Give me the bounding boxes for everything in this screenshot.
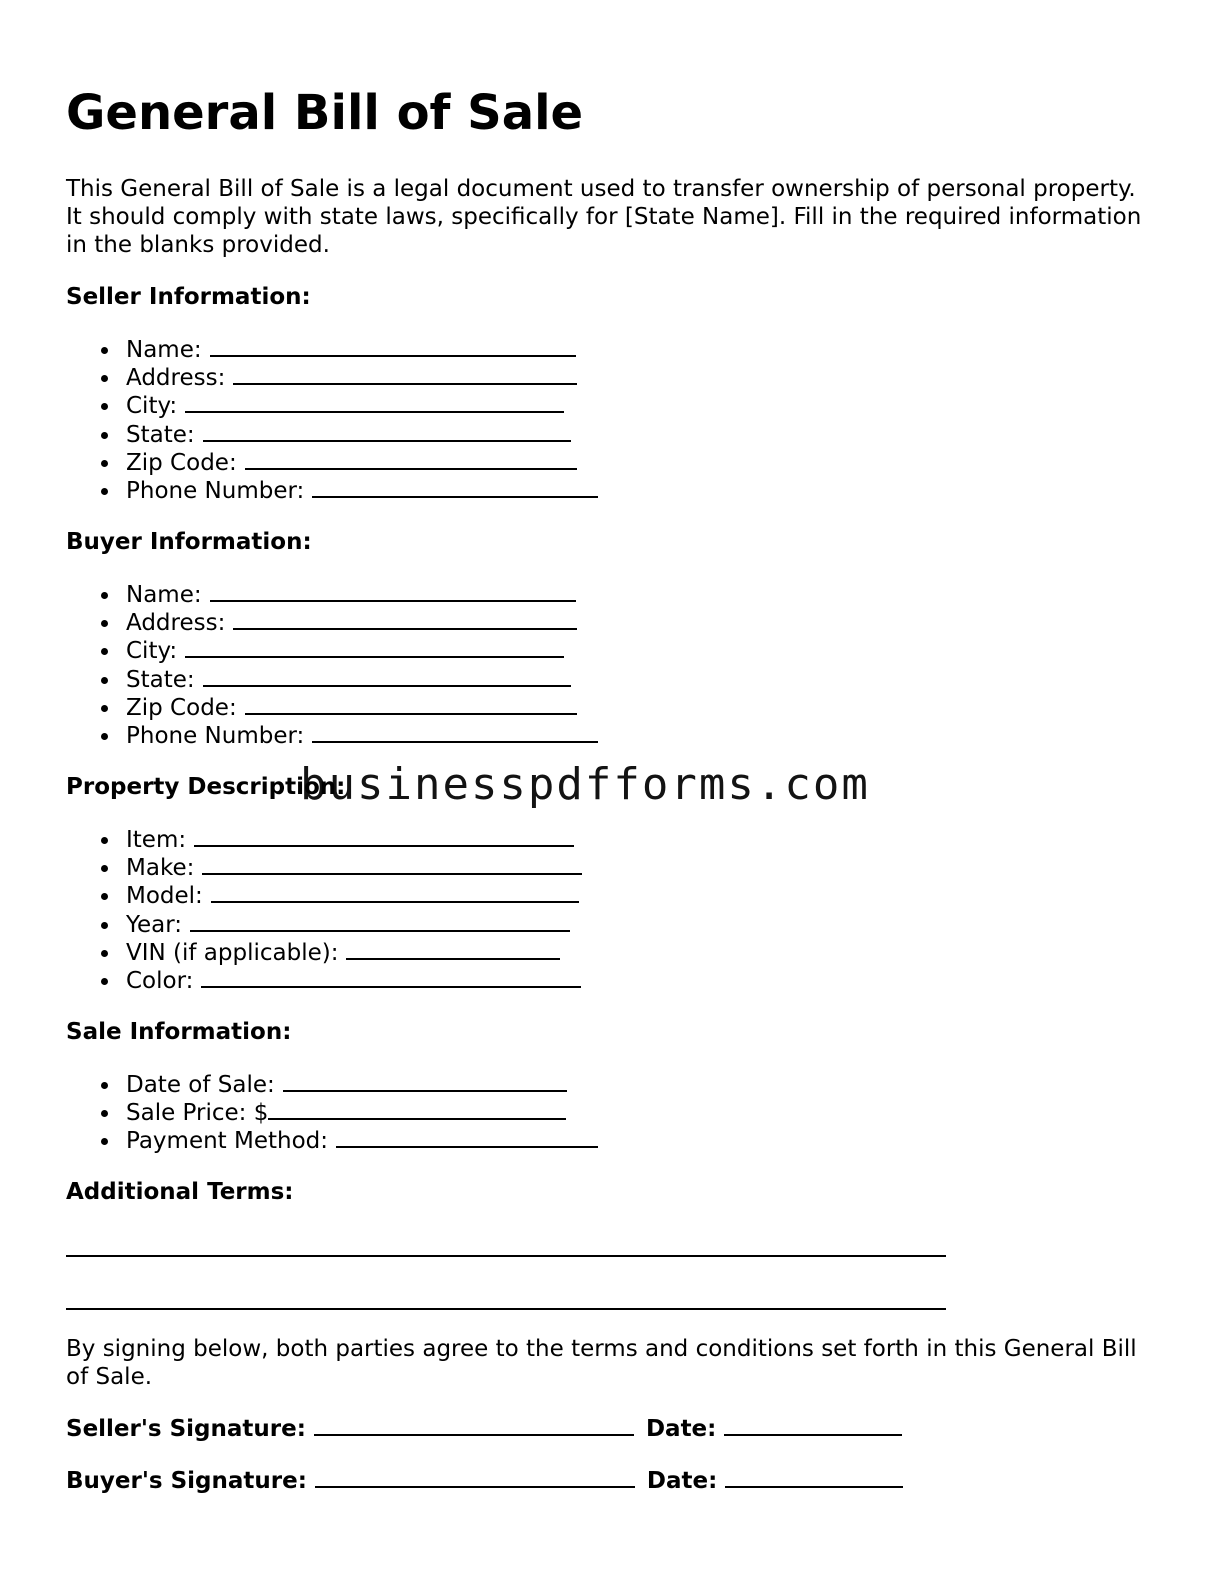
seller-name-field: Name: — [66, 335, 598, 363]
buyer-zip-field: Zip Code: — [66, 693, 598, 721]
property-color-blank[interactable] — [201, 966, 581, 988]
seller-city-blank[interactable] — [185, 391, 564, 413]
additional-terms-line-2[interactable] — [66, 1308, 946, 1310]
property-heading: Property Description: — [66, 774, 346, 800]
watermark: businesspdfforms.com — [300, 759, 870, 810]
buyer-phone-field: Phone Number: — [66, 721, 598, 749]
seller-name-blank[interactable] — [210, 335, 576, 357]
buyer-date-blank[interactable] — [725, 1466, 903, 1488]
sale-date-blank[interactable] — [283, 1070, 567, 1092]
property-model-field: Model: — [66, 881, 582, 909]
property-make-field: Make: — [66, 853, 582, 881]
sale-payment-field: Payment Method: — [66, 1126, 598, 1154]
buyer-city-field: City: — [66, 636, 598, 664]
property-item-field: Item: — [66, 825, 582, 853]
property-year-blank[interactable] — [190, 910, 570, 932]
seller-zip-blank[interactable] — [245, 448, 577, 470]
property-model-blank[interactable] — [211, 881, 579, 903]
buyer-fields — [66, 580, 598, 749]
document-title: General Bill of Sale — [66, 85, 584, 141]
seller-zip-field: Zip Code: — [66, 448, 598, 476]
sale-date-field: Date of Sale: — [66, 1070, 598, 1098]
buyer-state-blank[interactable] — [203, 665, 571, 687]
seller-phone-field: Phone Number: — [66, 476, 598, 504]
seller-phone-blank[interactable] — [312, 476, 598, 498]
seller-city-field: City: — [66, 391, 598, 419]
seller-signature-blank[interactable] — [314, 1414, 634, 1436]
property-color-field: Color: — [66, 966, 582, 994]
buyer-signature-label: Buyer's Signature: — [66, 1468, 307, 1494]
sale-price-field: Sale Price: $ — [66, 1098, 598, 1126]
buyer-zip-blank[interactable] — [245, 693, 577, 715]
seller-fields — [66, 335, 598, 504]
seller-heading: Seller Information: — [66, 284, 311, 310]
seller-address-field: Address: — [66, 363, 598, 391]
property-fields — [66, 825, 582, 994]
property-vin-field: VIN (if applicable): — [66, 938, 582, 966]
buyer-name-blank[interactable] — [210, 580, 576, 602]
property-vin-blank[interactable] — [346, 938, 560, 960]
seller-signature-row — [66, 1414, 902, 1443]
seller-state-field: State: — [66, 420, 598, 448]
sale-heading: Sale Information: — [66, 1019, 292, 1045]
seller-address-blank[interactable] — [233, 363, 577, 385]
buyer-phone-blank[interactable] — [312, 721, 598, 743]
property-make-blank[interactable] — [202, 853, 582, 875]
buyer-name-field: Name: — [66, 580, 598, 608]
agreement-paragraph: By signing below, both parties agree to the terms and conditions set forth in this General Bill of Sale. — [66, 1336, 1137, 1390]
buyer-signature-row — [66, 1466, 903, 1495]
seller-signature-label: Seller's Signature: — [66, 1416, 306, 1442]
buyer-date-label: Date: — [646, 1468, 718, 1494]
seller-date-blank[interactable] — [724, 1414, 902, 1436]
property-year-field: Year: — [66, 910, 582, 938]
intro-paragraph: This General Bill of Sale is a legal document used to transfer ownership of personal property. It should comply with state laws, specifically for [State Name]. Fill in the required information in the blanks provided. — [66, 176, 1142, 258]
seller-date-label: Date: — [645, 1416, 717, 1442]
buyer-address-blank[interactable] — [233, 608, 577, 630]
buyer-signature-blank[interactable] — [315, 1466, 635, 1488]
sale-payment-blank[interactable] — [336, 1126, 598, 1148]
sale-fields — [66, 1070, 598, 1155]
buyer-state-field: State: — [66, 665, 598, 693]
additional-terms-heading: Additional Terms: — [66, 1179, 294, 1205]
buyer-city-blank[interactable] — [185, 636, 564, 658]
sale-price-blank[interactable] — [268, 1098, 566, 1120]
buyer-heading: Buyer Information: — [66, 529, 312, 555]
buyer-address-field: Address: — [66, 608, 598, 636]
property-item-blank[interactable] — [194, 825, 574, 847]
seller-state-blank[interactable] — [203, 420, 571, 442]
additional-terms-line-1[interactable] — [66, 1255, 946, 1257]
